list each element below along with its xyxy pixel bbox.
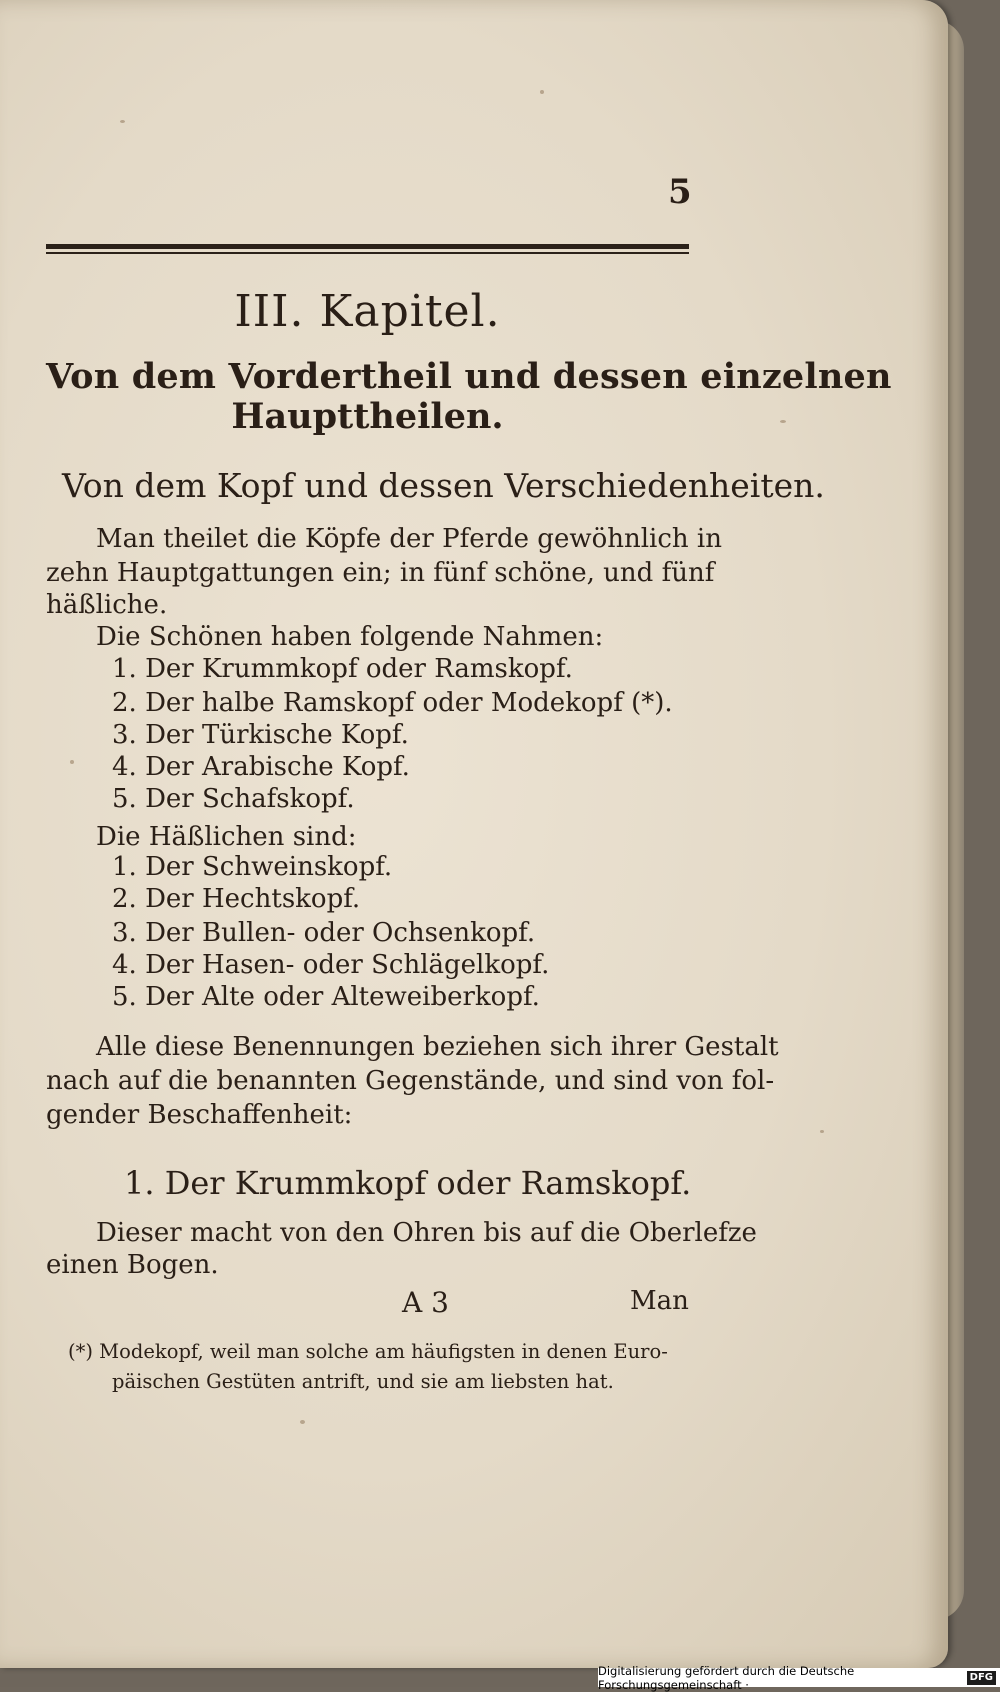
section-heading: 1. Der Krummkopf oder Ramskopf. bbox=[124, 1164, 692, 1202]
paper-speck bbox=[70, 760, 74, 764]
list-item: 2. Der halbe Ramskopf oder Modekopf (*). bbox=[112, 688, 673, 718]
chapter-title: III. Kapitel. bbox=[234, 286, 501, 337]
intro-line-2: zehn Hauptgattungen ein; in fünf schöne, und fünf bbox=[46, 558, 715, 588]
paper-speck bbox=[820, 1130, 824, 1133]
summary-line-1: Alle diese Benennungen beziehen sich ihrer Gestalt bbox=[96, 1032, 779, 1062]
list-item: 1. Der Krummkopf oder Ramskopf. bbox=[112, 654, 573, 684]
subheading: Von dem Kopf und dessen Verschiedenheiten. bbox=[62, 466, 825, 505]
intro-line-3: häßliche. bbox=[46, 590, 168, 620]
paper-speck bbox=[300, 1420, 305, 1424]
list-item: 3. Der Türkische Kopf. bbox=[112, 720, 409, 750]
paper-speck bbox=[540, 90, 544, 94]
digitization-credit: Digitalisierung gefördert durch die Deutsche Forschungsgemeinschaft · bbox=[598, 1663, 855, 1692]
list-item: 4. Der Hasen- oder Schlägelkopf. bbox=[112, 950, 550, 980]
haessliche-intro: Die Häßlichen sind: bbox=[96, 822, 357, 852]
header-rule bbox=[46, 244, 689, 249]
footnote-line-2: päischen Gestüten antrift, und sie am liebsten hat. bbox=[112, 1370, 614, 1393]
intro-line-1: Man theilet die Köpfe der Pferde gewöhnlich in bbox=[96, 524, 722, 554]
list-item: 4. Der Arabische Kopf. bbox=[112, 752, 410, 782]
summary-line-3: gender Beschaffenheit: bbox=[46, 1100, 353, 1130]
paper-speck bbox=[780, 420, 786, 423]
list-item: 5. Der Alte oder Alteweiberkopf. bbox=[112, 982, 540, 1012]
section-line-1: Dieser macht von den Ohren bis auf die Oberlefze bbox=[96, 1218, 757, 1248]
section-line-2: einen Bogen. bbox=[46, 1250, 219, 1280]
list-item: 1. Der Schweinskopf. bbox=[112, 852, 393, 882]
list-item: 3. Der Bullen- oder Ochsenkopf. bbox=[112, 918, 536, 948]
chapter-heading-line-1: Von dem Vordertheil und dessen einzelnen bbox=[46, 356, 892, 397]
schoene-intro: Die Schönen haben folgende Nahmen: bbox=[96, 622, 604, 652]
page-number: 5 bbox=[668, 172, 692, 212]
digitization-credit-bar bbox=[598, 1663, 1000, 1692]
footnote-line-1: (*) Modekopf, weil man solche am häufigsten in denen Euro- bbox=[68, 1340, 668, 1363]
catchword: Man bbox=[630, 1286, 689, 1316]
list-item: 5. Der Schafskopf. bbox=[112, 784, 355, 814]
summary-line-2: nach auf die benannten Gegenstände, und sind von fol- bbox=[46, 1066, 775, 1096]
signature-mark: A 3 bbox=[402, 1286, 449, 1319]
dfg-logo: DFG bbox=[967, 1671, 996, 1685]
paper-speck bbox=[120, 120, 125, 123]
header-rule-thin bbox=[46, 252, 689, 254]
list-item: 2. Der Hechtskopf. bbox=[112, 884, 361, 914]
chapter-heading-line-2: Haupttheilen. bbox=[231, 396, 504, 437]
